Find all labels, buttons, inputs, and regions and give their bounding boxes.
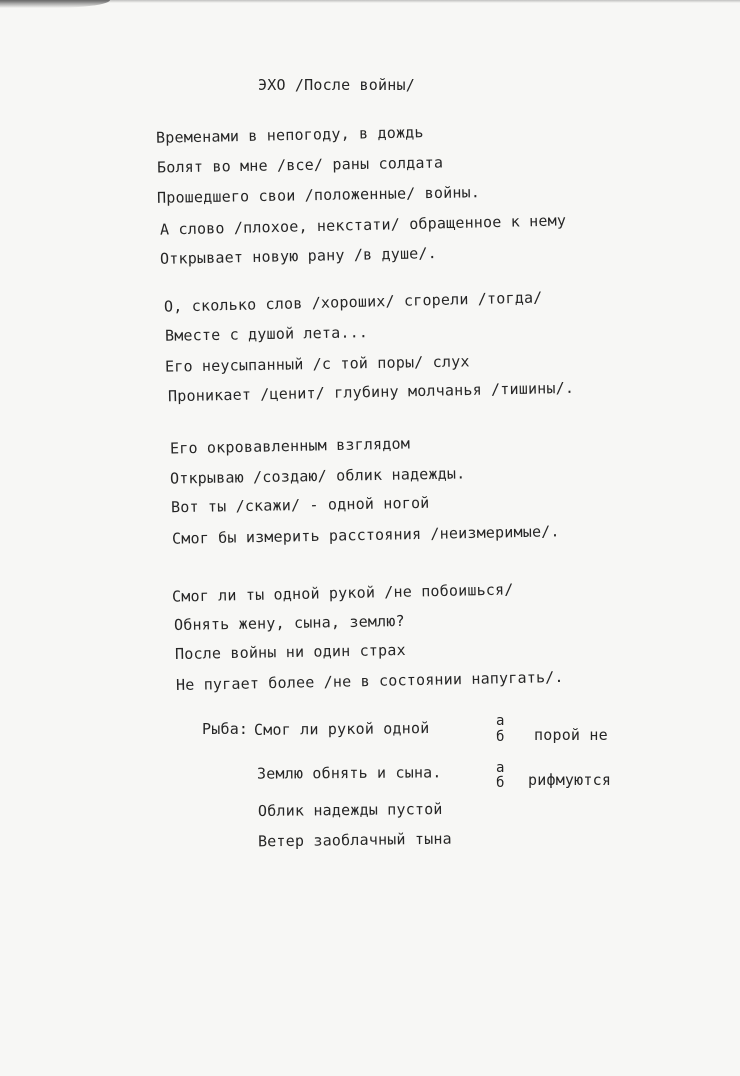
page-top-shadow — [0, 0, 740, 3]
poem-line: Его окровавленным взглядом — [169, 434, 411, 458]
poem-line: Открываю /создаю/ облик надежды. — [169, 464, 466, 488]
poem-line: После войны ни один страх — [174, 640, 406, 664]
poem-line: Вот ты /скажи/ - одной ногой — [170, 493, 430, 517]
poem-title: ЭХО /После войны/ — [258, 76, 415, 94]
poem-line: Временами в непогоду, в дождь — [155, 123, 424, 147]
rhyme-marker: а — [496, 760, 505, 776]
page-corner-shadow — [0, 0, 110, 8]
poem-line: Не пугает более /не в состоянии напугать/. — [175, 667, 564, 695]
rhyme-note: порой не — [534, 726, 608, 744]
rhyme-marker: б — [496, 729, 505, 745]
rhyme-note: рифмуются — [528, 771, 612, 789]
rhyme-sketch-label: Рыба: — [202, 720, 249, 738]
poem-line: Вместе с душой лета... — [164, 323, 369, 345]
poem-line: Болят во мне /все/ раны солдата — [156, 153, 444, 177]
poem-line: Обнять жену, сына, землю? — [173, 611, 405, 635]
rhyme-sketch-line: Ветер заоблачный тына — [257, 829, 452, 851]
rhyme-marker: б — [496, 775, 505, 791]
poem-line: Смог ли ты одной рукой /не побоишься/ — [171, 580, 514, 606]
poem-line: Проникает /ценит/ глубину молчанья /тишины/. — [167, 378, 575, 406]
poem-line: Прошедшего свои /положенные/ войны. — [156, 183, 481, 207]
poem-line: О, сколько слов /хороших/ сгорели /тогда/ — [163, 288, 543, 316]
rhyme-sketch-line: Облик надежды пустой — [257, 800, 443, 820]
poem-line: А слово /плохое, некстати/ обращенное к нему — [159, 211, 567, 239]
rhyme-marker: а — [496, 713, 505, 729]
rhyme-sketch-line: Землю обнять и сына. — [256, 763, 442, 783]
poem-line: Открывает новую рану /в душе/. — [159, 244, 438, 268]
poem-line: Его неусыпанный /с той поры/ слух — [164, 352, 470, 376]
poem-line: Смог бы измерить расстояния /неизмеримые/. — [171, 522, 560, 548]
rhyme-sketch-line: Смог ли рукой одной — [253, 719, 430, 739]
